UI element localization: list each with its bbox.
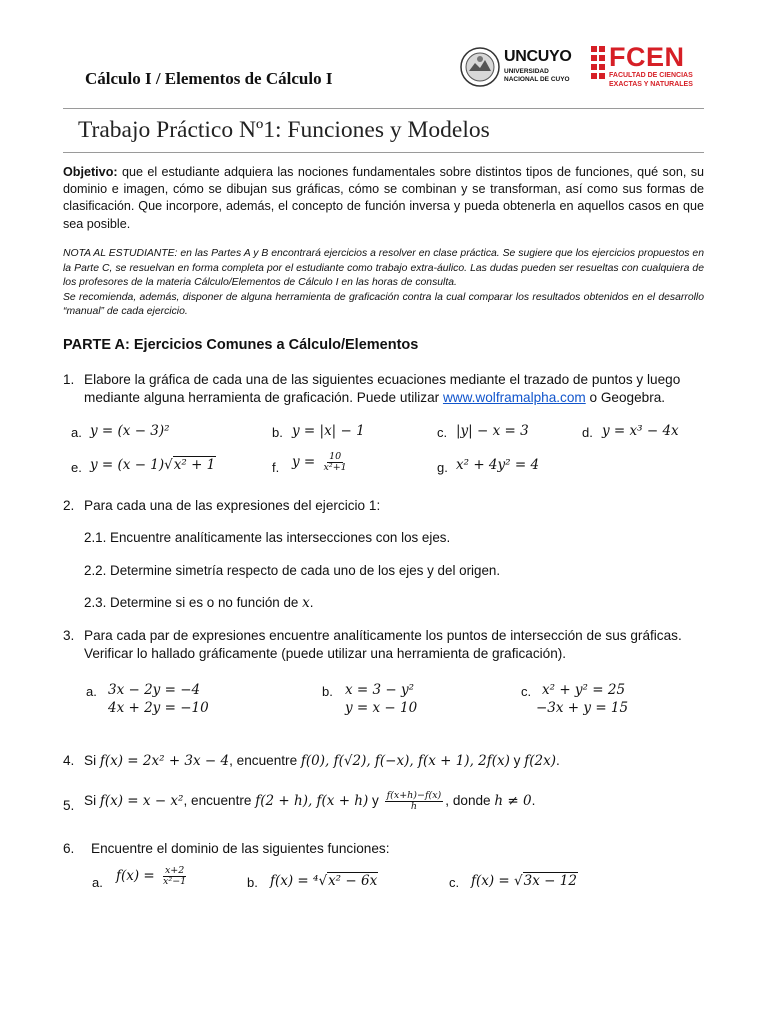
exercise-2-1: 2.1. Encuentre analíticamente las intersecciones con los ejes. — [84, 530, 451, 545]
ex3-label-c: c. — [521, 684, 532, 699]
ex1-label-c: c. — [437, 425, 448, 440]
ex1-equation-a: y = (x − 3)² — [90, 423, 170, 439]
ex1-equation-c: |y| − x = 3 — [456, 423, 529, 439]
ex6-function-a: f(x) = $\frac{x+2}{\text{x²−1}}$ — [116, 865, 187, 887]
fcen-subtitle: FACULTAD DE CIENCIAS EXACTAS Y NATURALES — [609, 72, 693, 88]
exercise-3-text: Para cada par de expresiones encuentre analíticamente los puntos de intersección de sus gráficas. Verificar lo hallado gráficamente (puede utilizar una herramienta de graficación). — [84, 628, 682, 661]
ex3-label-b: b. — [322, 684, 333, 699]
uncuyo-name: UNCUYO — [504, 48, 572, 65]
ex3-system-b-1: x = 3 − y² — [345, 682, 415, 698]
student-note — [63, 247, 704, 320]
university-seal-icon — [460, 47, 500, 87]
fcen-name: FCEN — [609, 42, 685, 72]
ex1-label-d: d. — [582, 425, 593, 440]
course-title: Cálculo I / Elementos de Cálculo I — [85, 69, 333, 88]
fcen-logo — [591, 44, 701, 94]
ex1-label-g: g. — [437, 460, 448, 475]
fcen-grid-icon — [591, 46, 605, 80]
ex1-equation-b: y = |x| − 1 — [292, 423, 365, 439]
exercise-2-number: 2. — [63, 498, 75, 513]
ex1-equation-g: x² + 4y² = 4 — [456, 457, 540, 473]
exercise-2-3: 2.3. Determine si es o no función de x. — [84, 595, 314, 611]
ex3-system-a-1: 3x − 2y = −4 — [108, 682, 201, 698]
ex6-function-b: f(x) = ⁴√x² − 6x — [270, 873, 378, 889]
page-title: Trabajo Práctico Nº1: Funciones y Modelos — [78, 117, 490, 143]
ex1-label-b: b. — [272, 425, 283, 440]
ex1-equation-e: y = (x − 1)√x² + 1 — [90, 457, 216, 473]
exercise-6-number: 6. — [63, 841, 75, 856]
exercise-4-number: 4. — [63, 753, 75, 768]
ex3-label-a: a. — [86, 684, 97, 699]
note-paragraph-1: NOTA AL ESTUDIANTE: en las Partes A y B encontrará ejercicios a resolver en clase práctica. Se sugiere que los ejercicios propuestos en la Parte C, se resuelvan en forma completa por el estudiante como trabajo extra-áulico. Las dudas pueden ser resueltas con cualquiera de los profesores de la materia Cálculo/Elementos de Cálculo I en las horas de consulta. — [63, 248, 704, 288]
part-a-heading: PARTE A: Ejercicios Comunes a Cálculo/Elementos — [63, 337, 419, 353]
exercise-1-number: 1. — [63, 372, 75, 387]
note-paragraph-2: Se recomienda, además, disponer de alguna herramienta de graficación contra la cual comparar los resultados obtenidos en el desarrollo “manual” de cada ejercicio. — [63, 291, 704, 317]
ex1-equation-f: y = $\frac{10}{\text{x²+1}}$ — [292, 451, 347, 473]
uncuyo-logo — [460, 44, 585, 94]
ex1-label-a: a. — [71, 425, 82, 440]
objective-label: Objetivo: — [63, 165, 118, 179]
ex3-system-b-2: y = x − 10 — [345, 700, 418, 716]
exercise-4-text: Si f(x) = 2x² + 3x − 4, encuentre f(0), f(√2), f(−x), f(x + 1), 2f(x) y f(2x). — [84, 753, 560, 769]
exercise-3-number: 3. — [63, 628, 75, 643]
wolframalpha-link[interactable]: www.wolframalpha.com — [442, 390, 586, 405]
exercise-1-text: Elabore la gráfica de cada una de las siguientes ecuaciones mediante el trazado de puntos y luego mediante alguna herramienta de graficación. Puede utilizar www.wolframalpha.com o Geogebra. — [84, 372, 681, 405]
objective-text: que el estudiante adquiera las nociones fundamentales sobre distintos tipos de funciones, qué son, su dominio e imagen, cómo se dibujan sus gráficas, cómo se combinan y se transforman, así como sus formas de clasificación. Que incorpore, además, el concepto de función inversa y pueda obtenerla en aquellos casos en que sea posible. — [63, 165, 704, 231]
ex1-label-f: f. — [272, 460, 280, 475]
ex6-function-c: f(x) = √3x − 12 — [471, 873, 577, 889]
ex3-system-c-1: x² + y² = 25 — [542, 682, 626, 698]
ex6-label-b: b. — [247, 875, 258, 890]
ex6-label-c: c. — [449, 875, 460, 890]
title-divider — [63, 152, 704, 153]
ex1-label-e: e. — [71, 460, 82, 475]
exercise-5-text: Si f(x) = x − x², encuentre f(2 + h), f(x + h) y $\frac{f(x+h)-f(x)}{h}$ , donde h ≠ 0. — [84, 790, 536, 812]
ex3-system-c-2: −3x + y = 15 — [536, 700, 629, 716]
exercise-2-2: 2.2. Determine simetría respecto de cada uno de los ejes y del origen. — [84, 563, 501, 578]
exercise-2-text: Para cada una de las expresiones del ejercicio 1: — [84, 498, 381, 513]
ex6-label-a: a. — [92, 875, 103, 890]
exercise-5-number: 5. — [63, 798, 75, 813]
uncuyo-subtitle: UNIVERSIDAD NACIONAL DE CUYO — [504, 68, 570, 83]
exercise-6-text: Encuentre el dominio de las siguientes funciones: — [91, 841, 390, 856]
objective-paragraph — [63, 164, 704, 233]
ex1-equation-d: y = x³ − 4x — [602, 423, 679, 439]
ex3-system-a-2: 4x + 2y = −10 — [108, 700, 209, 716]
header-divider — [63, 108, 704, 109]
